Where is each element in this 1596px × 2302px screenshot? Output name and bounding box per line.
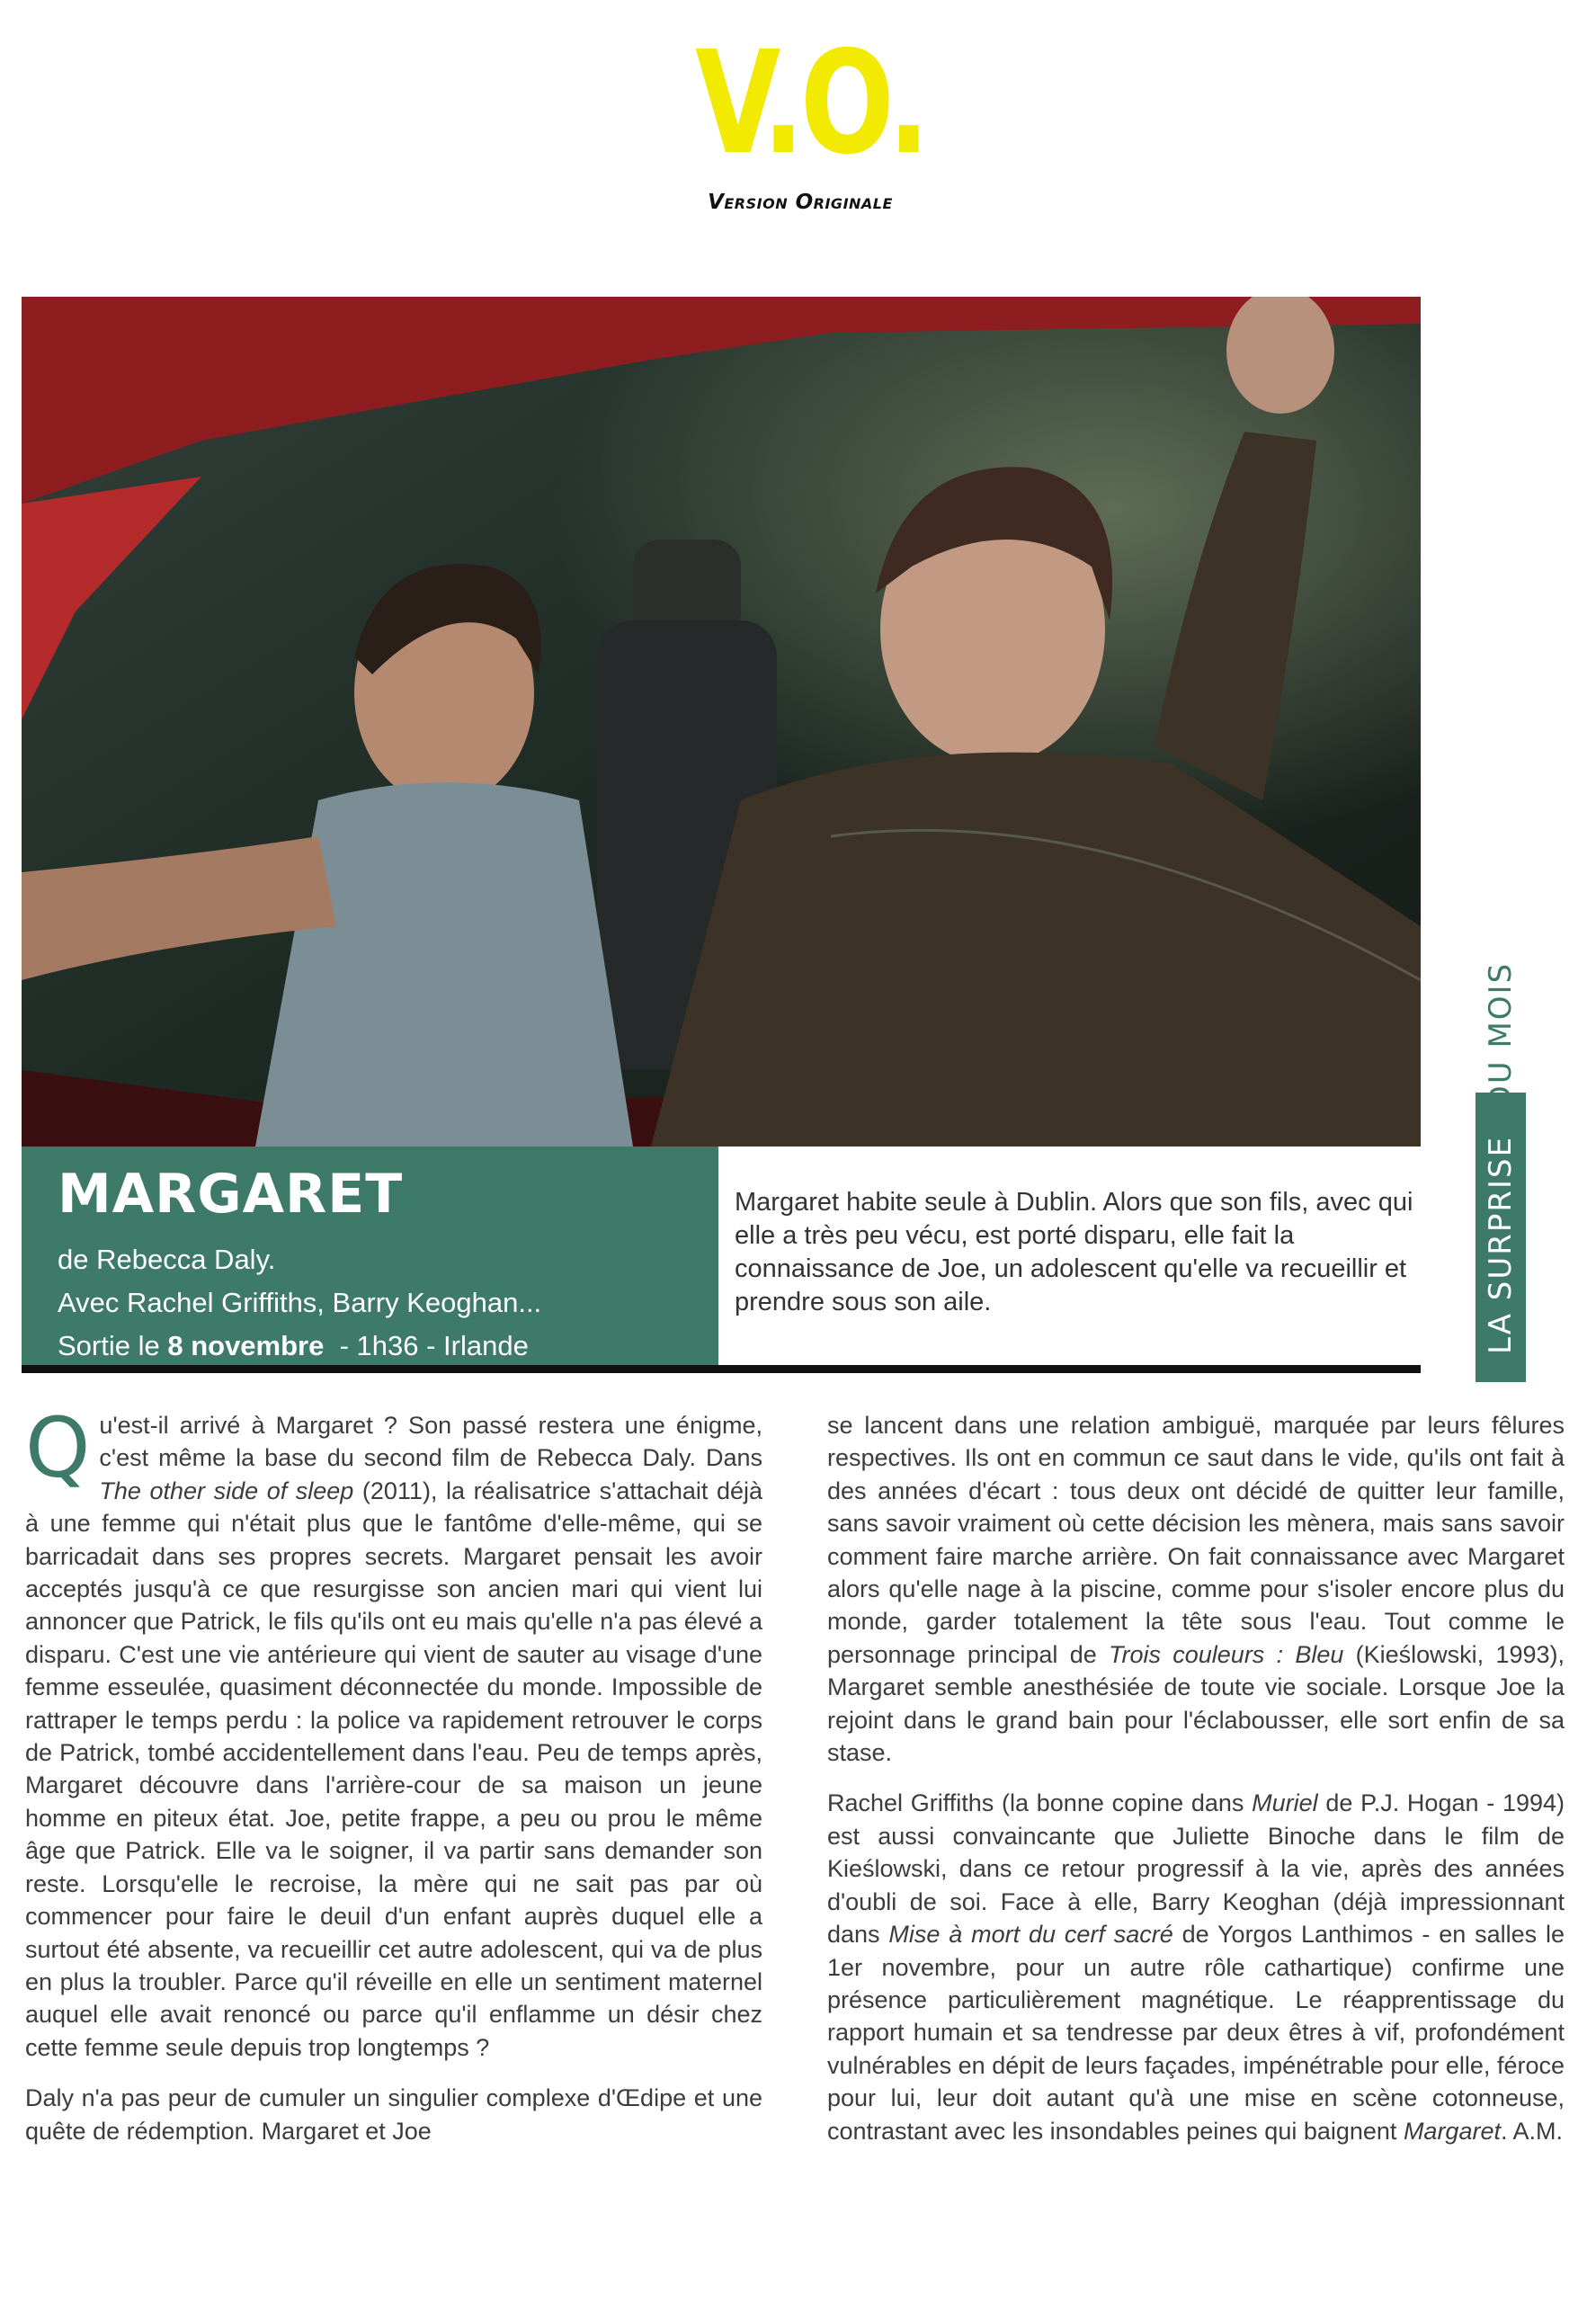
film-still-illustration [22, 297, 1421, 1147]
article-text: Rachel Griffiths (la bonne copine dans [827, 1789, 1253, 1817]
film-reference: Muriel [1252, 1789, 1318, 1817]
film-still-photo [22, 297, 1421, 1147]
film-reference: Trois couleurs : Bleu [1109, 1640, 1344, 1668]
drop-cap: Q [25, 1400, 91, 1496]
boy-shirt [255, 782, 633, 1147]
film-synopsis: Margaret habite seule à Dublin. Alors que son fils, avec qui elle a très peu vécu, est porté disparu, elle fait la connaissance de Joe, un adolescent qu'elle va recueillir et prendre sous son aile. [735, 1188, 1413, 1316]
article-text: (2011), la réalisatrice s'attachait déjà à une femme qui n'était plus que le fantôme d'elle-même, qui se barricadait dans ses propres secrets. Margaret pensait les avoir acceptés jusqu'à ce que resurgisse son ancien mari qui vient lui annoncer que Patrick, le fils qu'ils ont eu mais qu'elle n'a pas élevé a disparu. C'est une vie antérieure qui vient de sauter au visage d'une femme esseulée, quasiment déconnectée du monde. Impossible de rattraper le temps perdu : la police va rapidement retrouver le corps de Patrick, tombé accidentellement dans l'eau. Peu de temps après, Margaret découvre dans l'arrière-cour de sa maison un jeune homme en piteux état. Joe, petite frappe, a peu ou prou le même âge que Patrick. Elle va le soigner, il va partir sans demander son reste. Lorsqu'elle le recroise, la mère qui ne sait pas par où commencer pour faire le deuil d'un enfant auprès duquel elle a surtout été absente, va recueillir cet autre adolescent, qui va de plus en plus la troubler. Parce qu'il réveille en elle un sentiment maternel auquel elle avait renoncé ou parce qu'il enflamme un désir chez cette femme seule depuis trop longtemps ? [25, 1477, 762, 2061]
film-reference: The other side of sleep [99, 1477, 354, 1504]
side-tab-secondary: DU MOIS [1483, 961, 1519, 1110]
logo-mark: V.O. [695, 21, 926, 186]
release-date: 8 novembre [167, 1330, 325, 1361]
side-tab-label [1476, 836, 1526, 1376]
section-divider [22, 1365, 1421, 1373]
article-column-left [25, 1400, 762, 2165]
film-release [58, 1325, 541, 1368]
film-reference: Mise à mort du cerf sacré [888, 1921, 1173, 1949]
article-text: se lancent dans une relation ambiguë, marquée par leurs fêlures respectives. Ils ont en commun ce saut dans le vide, qu'ils ont fait à des années d'écart : tous deux ont décidé de quitter leur famille, sans savoir vraiment où cette décision les mènera, mais sans savoir comment faire marche arrière. On fait connaissance avec Margaret alors qu'elle nage à la piscine, comme pour s'isoler encore plus du monde, garder totalement la tête sous l'eau. Tout comme le personnage principal de [827, 1412, 1565, 1668]
article-text: u'est-il arrivé à Margaret ? Son passé restera une énigme, c'est même la base du second film de Rebecca Daly. Dans [99, 1412, 762, 1472]
film-credits [58, 1238, 541, 1368]
side-tab-main: LA SURPRISE [1483, 1135, 1519, 1354]
film-reference: Margaret [1403, 2117, 1501, 2145]
article-text: (Kieślowski, 1993), Margaret semble anesthésiée de toute vie sociale. Lorsque Joe la rejoint dans le grand bain pour l'éclabousser, elle sort enfin de sa stase. [827, 1640, 1565, 1767]
logo-subtitle: Version Originale [708, 191, 893, 214]
magazine-logo [665, 21, 935, 214]
article-paragraph [25, 1400, 762, 2064]
article-text: de P.J. Hogan - 1994) est aussi convaincante que Juliette Binoche dans le film de Kieślowski, dans ce retour progressif à la vie, après des années d'oubli de soi. Face à elle, Barry Keoghan (déjà impressionnant dans [827, 1789, 1565, 1949]
article-paragraph [827, 1409, 1565, 1769]
film-title: MARGARET [58, 1163, 404, 1226]
article-paragraph: Daly n'a pas peur de cumuler un singulier complexe d'Œdipe et une quête de rédemption. Margaret et Joe [25, 2084, 762, 2145]
film-cast: Avec Rachel Griffiths, Barry Keoghan... [58, 1287, 542, 1318]
release-prefix: Sortie le [58, 1330, 168, 1361]
side-tab-separator: / [1483, 1116, 1519, 1129]
article-paragraph [827, 1787, 1565, 2146]
film-director: de Rebecca Daly. [58, 1244, 276, 1275]
film-credits-box [22, 1147, 718, 1365]
article-column-right [827, 1409, 1565, 2165]
release-details: - 1h36 - Irlande [324, 1330, 529, 1361]
article-text: de Yorgos Lanthimos - en salles le 1er novembre, pour un autre rôle cathartique) confirme une présence particulièrement magnétique. Le réapprentissage du rapport humain et sa tendresse par deux êtres à vif, profondément vulnérables en dépit de leurs façades, impénétrable pour elle, féroce pour lui, leur doit autant qu'à une mise en scène cotonneuse, contrastant avec les insondables peines qui baignent [827, 1921, 1565, 2145]
film-info-band [22, 1147, 1421, 1365]
article-text: . A.M. [1500, 2117, 1564, 2145]
